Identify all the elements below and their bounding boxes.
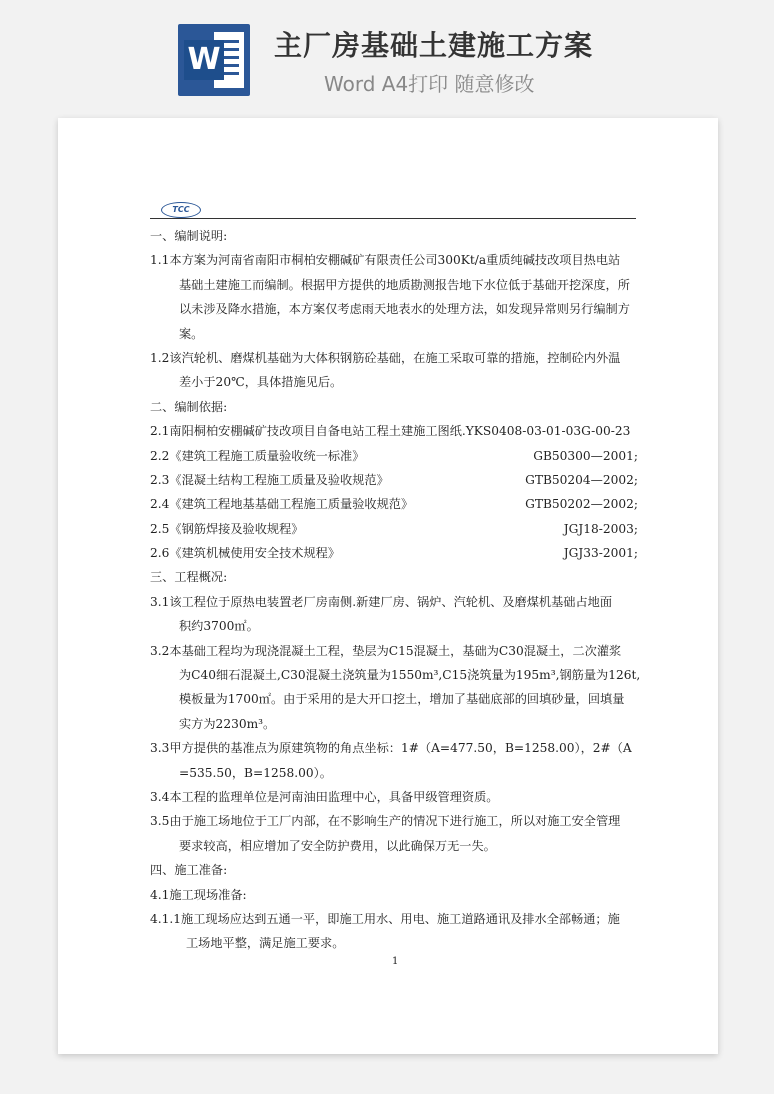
- standard-code: JGJ18-2003;: [563, 521, 638, 536]
- paragraph-line: 案。: [179, 326, 204, 341]
- standard-item: [150, 468, 638, 492]
- paragraph-line: 工场地平整，满足施工要求。: [186, 936, 345, 951]
- standard-item: [150, 444, 638, 468]
- word-document-icon: [178, 24, 250, 96]
- standard-code: GTB50202—2002;: [525, 497, 638, 512]
- paragraph-line: 要求较高，相应增加了安全防护费用，以此确保万无一失。: [179, 838, 496, 853]
- paragraph-line: 实方为2230m³。: [179, 716, 276, 731]
- standard-code: JGJ33-2001;: [563, 546, 638, 561]
- paragraph-line: 4.1.1施工现场应达到五通一平，即施工用水、用电、施工道路通讯及排水全部畅通；施: [150, 911, 620, 926]
- standard-title: 2.6《建筑机械使用安全技术规程》: [150, 546, 341, 561]
- paragraph-line: 3.2本基础工程均为现浇混凝土工程，垫层为C15混凝土，基础为C30混凝土，二次灌浆: [150, 643, 622, 658]
- paragraph-line: 3.1该工程位于原热电装置老厂房南侧.新建厂房、锅炉、汽轮机、及磨煤机基础占地面: [150, 594, 613, 609]
- banner-subtitle: Word A4打印 随意修改: [324, 72, 535, 96]
- header-rule: [150, 218, 636, 219]
- standard-item: [150, 541, 638, 565]
- company-logo: TCC: [161, 202, 201, 218]
- standard-item: [150, 517, 638, 541]
- paragraph-line: 1.1本方案为河南省南阳市桐柏安棚碱矿有限责任公司300Kt/a重质纯碱技改项目热电站: [150, 253, 621, 268]
- standard-item: [150, 492, 638, 516]
- standard-code: GTB50204—2002;: [525, 472, 638, 487]
- paragraph-line: 3.4本工程的监理单位是河南油田监理中心，具备甲级管理资质。: [150, 789, 499, 804]
- document-body: [150, 224, 641, 956]
- paragraph-line: 基础土建施工而编制。根据甲方提供的地质勘测报告地下水位低于基础开挖深度，所: [179, 277, 630, 292]
- paragraph-line: 3.5由于施工场地位于工厂内部，在不影响生产的情况下进行施工，所以对施工安全管理: [150, 814, 621, 829]
- paragraph-line: 为C40细石混凝土,C30混凝土浇筑量为1550m³,C15浇筑量为195m³,钢筋量为126t,: [179, 668, 641, 683]
- paragraph-line: 差小于20℃，具体措施见后。: [179, 375, 343, 390]
- paragraph-line: 1.2该汽轮机、磨煤机基础为大体积钢筋砼基础，在施工采取可靠的措施，控制砼内外温: [150, 350, 621, 365]
- banner: [0, 0, 774, 118]
- standard-title: 2.4《建筑工程地基基础工程施工质量验收规范》: [150, 497, 414, 512]
- subsection-heading: 4.1施工现场准备:: [150, 887, 247, 902]
- page-number: 1: [392, 956, 399, 967]
- paragraph-line: =535.50，B=1258.00）。: [179, 765, 332, 780]
- word-icon-letter: W: [184, 40, 224, 80]
- standard-code: GB50300—2001;: [533, 448, 638, 463]
- paragraph-line: 以未涉及降水措施，本方案仅考虑雨天地表水的处理方法，如发现异常则另行编制方: [179, 302, 630, 317]
- banner-title: 主厂房基础土建施工方案: [274, 29, 594, 62]
- standard-title: 2.3《混凝土结构工程施工质量及验收规范》: [150, 472, 389, 487]
- paragraph-line: 模板量为1700㎡。由于采用的是大开口挖土，增加了基础底部的回填砂量，回填量: [179, 692, 625, 707]
- standard-title: 2.2《建筑工程施工质量验收统一标准》: [150, 448, 365, 463]
- section-heading: 二、编制依据:: [150, 399, 228, 414]
- paragraph-line: 2.1南阳桐柏安棚碱矿技改项目自备电站工程土建施工图纸.YKS0408-03-01-03G-00-23: [150, 424, 631, 439]
- section-heading: 一、编制说明:: [150, 229, 228, 243]
- document-page: [58, 118, 718, 1054]
- section-heading: 三、工程概况:: [150, 570, 228, 585]
- paragraph-line: 3.3甲方提供的基准点为原建筑物的角点坐标：1#（A=477.50，B=1258.00），2#（A: [150, 741, 632, 756]
- paragraph-line: 积约3700㎡。: [179, 619, 259, 634]
- standard-title: 2.5《钢筋焊接及验收规程》: [150, 521, 304, 536]
- section-heading: 四、施工准备:: [150, 863, 228, 878]
